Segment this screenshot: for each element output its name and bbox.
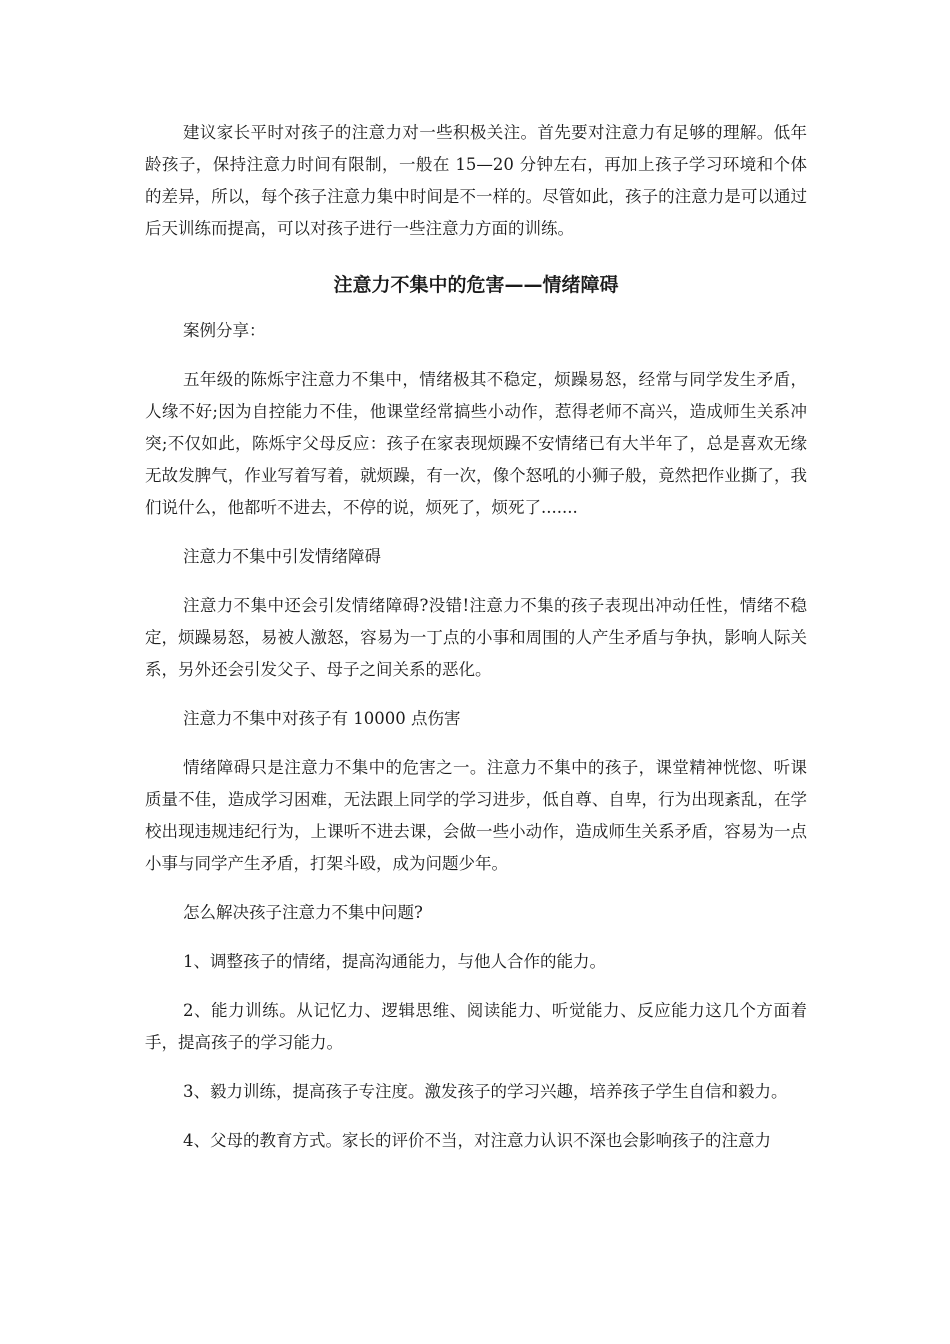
solution-question: 怎么解决孩子注意力不集中问题? — [183, 903, 423, 922]
case-label: 案例分享： — [183, 321, 266, 340]
list-item: 3、毅力训练，提高孩子专注度。激发孩子的学习兴趣，培养孩子学生自信和毅力。 — [183, 1082, 788, 1101]
list-item: 2、能力训练。从记忆力、逻辑思维、阅读能力、听觉能力、反应能力这几个方面着手，提高孩子的学习能力。 — [145, 1001, 807, 1052]
emotional-disorder-paragraph: 注意力不集中还会引发情绪障碍?没错!注意力不集的孩子表现出冲动任性，情绪不稳定，烦躁易怒，易被人激怒，容易为一丁点的小事和周围的人产生矛盾与争执，影响人际关系，另外还会引发父子、母子之间关系的恶化。 — [145, 596, 807, 679]
subheading-emotional-disorder: 注意力不集中引发情绪障碍 — [183, 547, 381, 566]
list-item: 1、调整孩子的情绪，提高沟通能力，与他人合作的能力。 — [183, 952, 606, 971]
damage-paragraph: 情绪障碍只是注意力不集中的危害之一。注意力不集中的孩子，课堂精神恍惚、听课质量不佳，造成学习困难，无法跟上同学的学习进步，低自尊、自卑，行为出现紊乱，在学校出现违规违纪行为，上课听不进去课，会做一些小动作，造成师生关系矛盾，容易为一点小事与同学产生矛盾，打架斗殴，成为问题少年。 — [145, 758, 807, 873]
case-paragraph: 五年级的陈烁宇注意力不集中，情绪极其不稳定，烦躁易怒，经常与同学发生矛盾，人缘不好;因为自控能力不佳，他课堂经常搞些小动作，惹得老师不高兴，造成师生关系冲突;不仅如此，陈烁宇父母反应：孩子在家表现烦躁不安情绪已有大半年了，总是喜欢无缘无故发脾气，作业写着写着，就烦躁，有一次，像个怒吼的小狮子般，竟然把作业撕了，我们说什么，他都听不进去，不停的说，烦死了，烦死了....... — [145, 370, 807, 517]
list-item: 4、父母的教育方式。家长的评价不当，对注意力认识不深也会影响孩子的注意力 — [183, 1131, 771, 1150]
intro-paragraph: 建议家长平时对孩子的注意力对一些积极关注。首先要对注意力有足够的理解。低年龄孩子，保持注意力时间有限制，一般在 15—20 分钟左右，再加上孩子学习环境和个体的差异，所以，每个孩子注意力集中时间是不一样的。尽管如此，孩子的注意力是可以通过后天训练而提高，可以对孩子进行一些注意力方面的训练。 — [145, 123, 807, 238]
document-body — [145, 117, 807, 1157]
section-title: 注意力不集中的危害——情绪障碍 — [333, 274, 619, 296]
subheading-damage: 注意力不集中对孩子有 10000 点伤害 — [183, 709, 461, 728]
